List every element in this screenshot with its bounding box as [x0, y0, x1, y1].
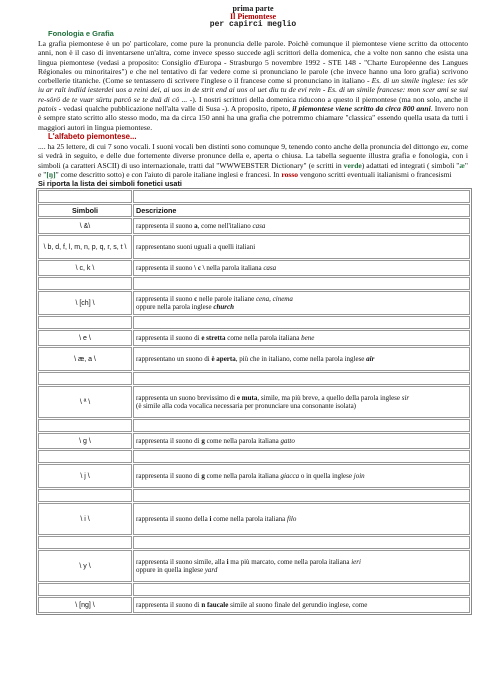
- header-part: prima parte: [232, 4, 274, 13]
- symbol-cell: \ e \: [38, 330, 132, 346]
- text-span: ) adattati ed integrati ( simboli ": [361, 160, 460, 170]
- table-header-row: [38, 204, 470, 217]
- symbols-table: [36, 188, 472, 615]
- header-description: Descrizione: [133, 204, 470, 217]
- symbol-ae: æ: [459, 160, 465, 170]
- header-symbols: Simboli: [38, 204, 132, 217]
- text-span: . Invero non è sempre stato scritto allo stesso modo, ma da circa 150 anni ha una grafia che potremmo chiamare "classica" essendo quella usata da tutti i maggiori autori in lingua piemontese.: [38, 104, 469, 132]
- description-cell: rappresentano un suono di è aperta, più che in italiano, come nella parola inglese air: [133, 347, 470, 371]
- paragraph-grafia: [38, 39, 468, 132]
- document-page: [38, 0, 468, 615]
- description-cell: rappresenta il suono c nelle parole italiane cena, cinema oppure nella parola inglese church: [133, 291, 470, 315]
- description-cell: rappresenta un suono brevissimo di e muta, simile, ma più breve, a quello della parola inglese sir (è simile alla coda vocalica necessaria per pronunciare una consonante isolata): [133, 386, 470, 418]
- symbol-cell: \ [ng] \: [38, 597, 132, 613]
- table-spacer-row: [38, 583, 470, 596]
- text-span: " e ": [38, 160, 468, 179]
- header-subtitle: per capirci meglio: [209, 20, 297, 29]
- description-cell: rappresenta il suono della i come nella parola italiana filo: [133, 503, 470, 535]
- text-span: vengono scritti eventuali italianismi o francesismi: [300, 169, 452, 179]
- description-cell: rappresenta il suono simile, alla i ma più marcato, come nella parola italiana ieri oppure in quella inglese yard: [133, 550, 470, 582]
- section-title-fonologia: Fonologia e Grafia: [48, 29, 114, 38]
- header-title: Il Piemontese: [230, 12, 276, 21]
- table-spacer-row: [38, 450, 470, 463]
- symbol-cell: \ &\: [38, 218, 132, 234]
- table-row: [38, 260, 470, 276]
- list-title: Si riporta la lista dei simboli fonetici usati: [38, 179, 182, 189]
- table-row: [38, 347, 470, 371]
- italic-example: Es. di un simile inglese: ies sör iu ar raït indiid iesterdei uos a reini dei, ai uos in de strit end ai uos ol uet diu tu de evi rein - Es. di un simile francese: mon scer ami se sui re-sörö de te vuar sürtu parcö se te duä di cö ...: [38, 76, 468, 104]
- table-row: [38, 433, 470, 449]
- symbol-cell: \ ª \: [38, 386, 132, 418]
- description-cell: rappresenta il suono \ c \ nella parola italiana casa: [133, 260, 470, 276]
- table-spacer-row: [38, 316, 470, 329]
- italic-word: eu: [440, 141, 448, 151]
- symbol-ng: [ŋ]: [46, 169, 56, 179]
- table-row: [38, 597, 470, 613]
- text-span: .... ha 25 lettere, di cui 7 sono vocali. I suoni vocali ben distinti sono comunque 9, tenendo conto anche della pronuncia del dittongo: [38, 141, 439, 151]
- table-spacer-row: [38, 190, 470, 203]
- table-row: [38, 386, 470, 418]
- symbol-cell: \ y \: [38, 550, 132, 582]
- description-cell: rappresenta il suono a, come nell'italiano casa: [133, 218, 470, 234]
- section-title-alfabeto: L'alfabeto piemontese...: [48, 131, 137, 141]
- description-cell: rappresenta il suono di n faucale simile al suono finale del gerundio inglese, come: [133, 597, 470, 613]
- table-spacer-row: [38, 419, 470, 432]
- table-row: [38, 218, 470, 234]
- bold-statement: il piemontese viene scritto da circa 800 anni: [292, 104, 431, 114]
- text-span: " come descritto sotto) e con l'aiuto di parole italiane inglesi e francesi. In: [55, 169, 280, 179]
- description-cell: rappresenta il suono di e stretta come nella parola italiana bene: [133, 330, 470, 346]
- table-spacer-row: [38, 536, 470, 549]
- table-row: [38, 235, 470, 259]
- symbol-cell: \ æ, a \: [38, 347, 132, 371]
- text-span: - vedasi qualche pubblicazione nell'alta valle di Susa -). A proposito, ripeto,: [58, 104, 291, 114]
- italic-word: patois: [38, 104, 57, 114]
- symbol-cell: \ g \: [38, 433, 132, 449]
- table-row: [38, 291, 470, 315]
- description-cell: rappresenta il suono di g come nella parola italiana gatto: [133, 433, 470, 449]
- description-cell: rappresentano suoni uguali a quelli italiani: [133, 235, 470, 259]
- table-spacer-row: [38, 277, 470, 290]
- table-row: [38, 503, 470, 535]
- symbol-cell: \ [ch] \: [38, 291, 132, 315]
- symbol-cell: \ b, d, f, l, m, n, p, q, r, s, t \: [38, 235, 132, 259]
- symbol-cell: \ i \: [38, 503, 132, 535]
- table-spacer-row: [38, 489, 470, 502]
- description-cell: rappresenta il suono di g come nella parola italiana giacca o in quella inglese join: [133, 464, 470, 488]
- table-row: [38, 550, 470, 582]
- text-span: , come si vedrà in seguito, e delle due fortemente diverse pronunce della e, aperta o chiusa. La tabella seguente illustra grafia e fonologia, con i simboli (a caratteri ASCII) di uso internazionale, tratti dal "WWWEBSTER Dictionary" (e scritti in: [38, 141, 468, 170]
- text-span: La grafia piemontese è un po' particolare, come pure la pronuncia delle parole. Poichè comunque il piemontese viene scritto da ottocento anni, non è il caso di inventarsene un'altra, come invece spesso succede agli scrittori della domenica, che a volte non sanno che esista una lingua piemontese (vedasi a proposito: Consiglio d'Europa - Strasburgo 5 novembre 1992 - STE 148 - "Charte Européenne des Langues Régionales ou minoritaires") e che nel tentativo di far vedere come si pronunciano le parole (che invece hanno una loro grafia) scrivono corbellerie titaniche. (Come se tentassero di scrivere l'inglese o il francese come si pronunciano in italiano -: [38, 39, 468, 86]
- paragraph-alfabeto: [38, 142, 468, 179]
- text-span: -). I nostri scrittori della domenica riducono a questo il piemontese (ma non solo, anche il: [189, 94, 469, 104]
- table-spacer-row: [38, 372, 470, 385]
- table-row: [38, 330, 470, 346]
- document-header: [38, 5, 468, 29]
- symbol-cell: \ j \: [38, 464, 132, 488]
- symbol-cell: \ c, k \: [38, 260, 132, 276]
- green-word: verde: [343, 160, 362, 170]
- red-word: rosso: [281, 169, 299, 179]
- table-row: [38, 464, 470, 488]
